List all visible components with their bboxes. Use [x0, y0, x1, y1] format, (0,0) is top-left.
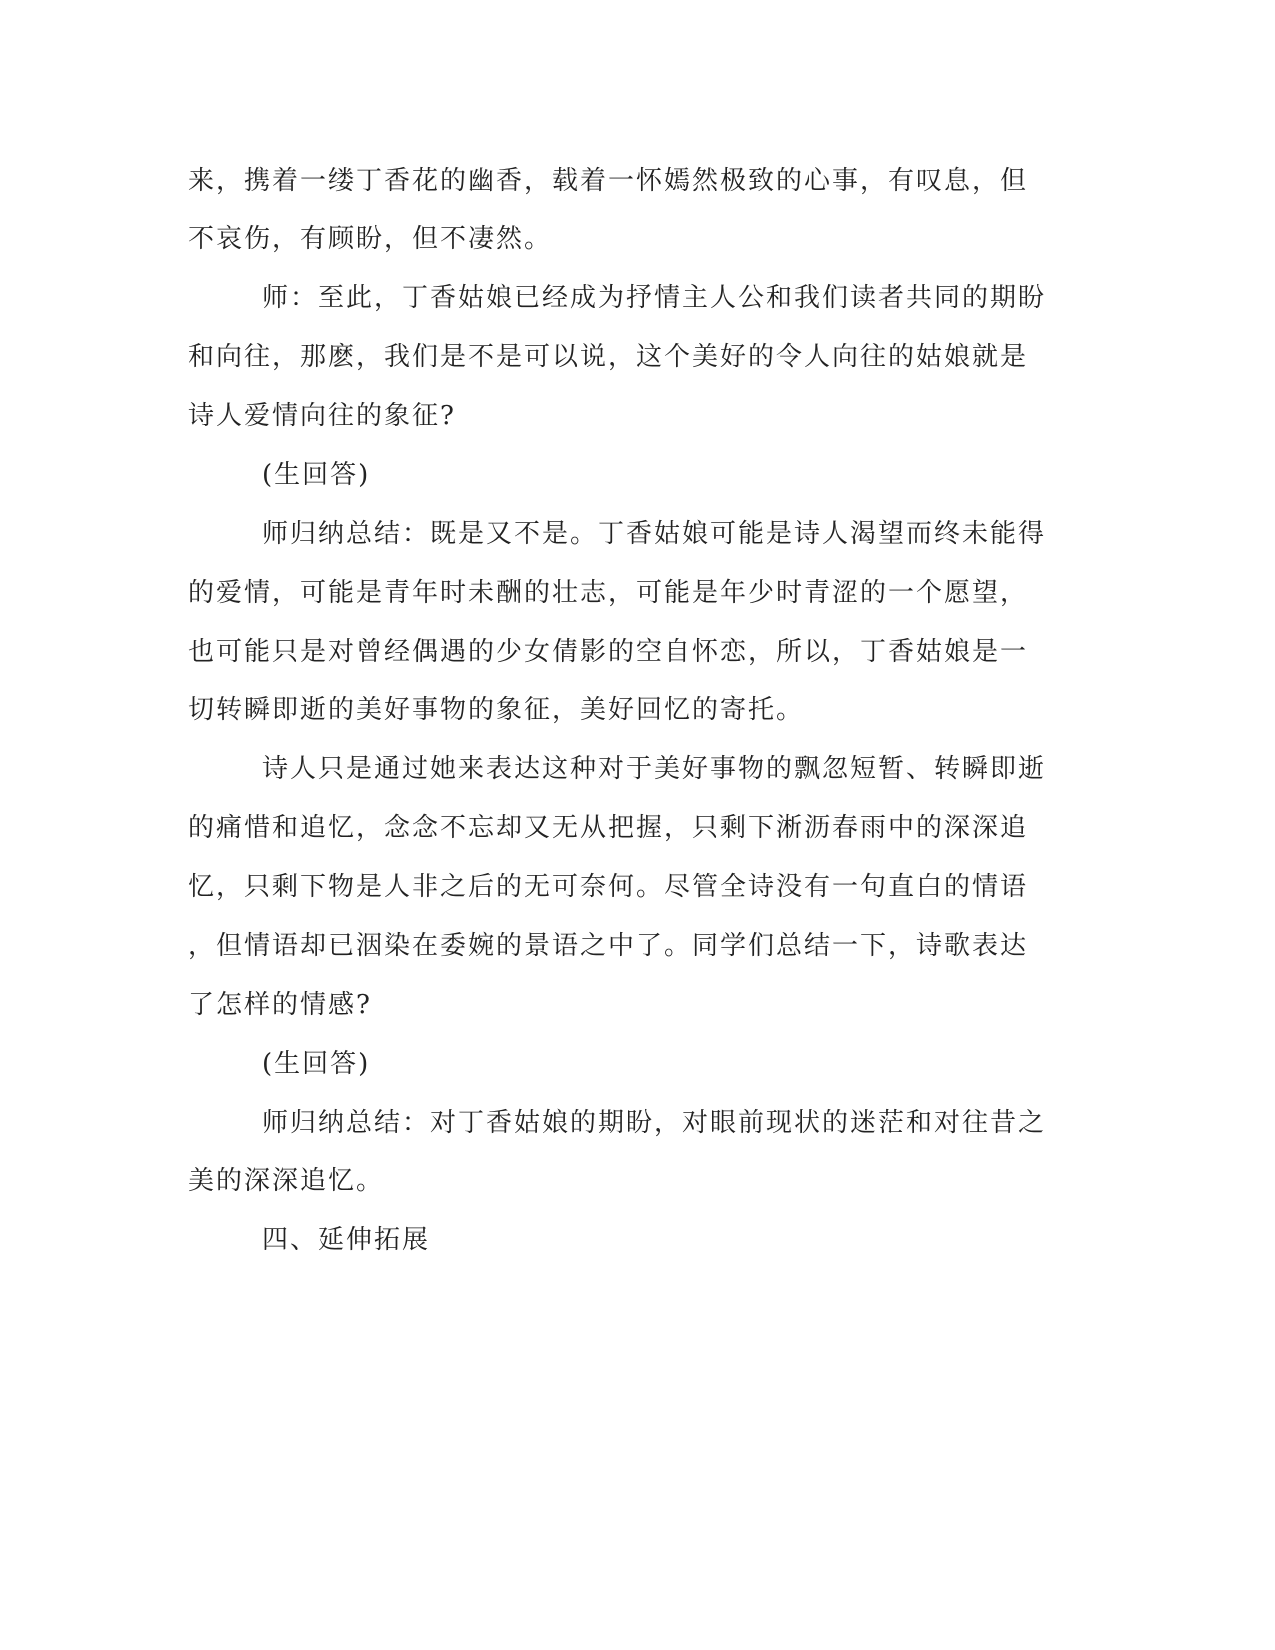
text-line: 的痛惜和追忆，念念不忘却又无从把握，只剩下淅沥春雨中的深深追 [188, 813, 1029, 843]
text-line: 美的深深追忆。 [188, 1166, 385, 1196]
text-line: 不哀伤，有顾盼，但不凄然。 [188, 224, 553, 254]
text-line: (生回答) [262, 1049, 371, 1079]
text-line: 诗人只是通过她来表达这种对于美好事物的飘忽短暂、转瞬即逝 [262, 754, 1047, 784]
text-line: 了怎样的情感? [188, 990, 372, 1020]
text-line: 师归纳总结：既是又不是。丁香姑娘可能是诗人渴望而终未能得 [262, 519, 1047, 549]
text-line: 切转瞬即逝的美好事物的象征，美好回忆的寄托。 [188, 695, 805, 725]
text-line: 诗人爱情向往的象征? [188, 401, 456, 431]
text-line: ，但情语却已洇染在委婉的景语之中了。同学们总结一下，诗歌表达 [188, 931, 1029, 961]
text-line: 师：至此，丁香姑娘已经成为抒情主人公和我们读者共同的期盼 [262, 283, 1047, 313]
text-line: 的爱情，可能是青年时未酬的壮志，可能是年少时青涩的一个愿望， [188, 578, 1029, 608]
text-line: 和向往，那麽，我们是不是可以说，这个美好的令人向往的姑娘就是 [188, 342, 1029, 372]
text-line: 来，携着一缕丁香花的幽香，载着一怀嫣然极致的心事，有叹息，但 [188, 166, 1029, 196]
text-line: 也可能只是对曾经偶遇的少女倩影的空自怀恋，所以，丁香姑娘是一 [188, 637, 1029, 667]
text-line: 忆，只剩下物是人非之后的无可奈何。尽管全诗没有一句直白的情语 [188, 872, 1029, 902]
text-line: (生回答) [262, 460, 371, 490]
text-line: 师归纳总结：对丁香姑娘的期盼，对眼前现状的迷茫和对往昔之 [262, 1108, 1047, 1138]
section-heading: 四、延伸拓展 [262, 1225, 431, 1255]
